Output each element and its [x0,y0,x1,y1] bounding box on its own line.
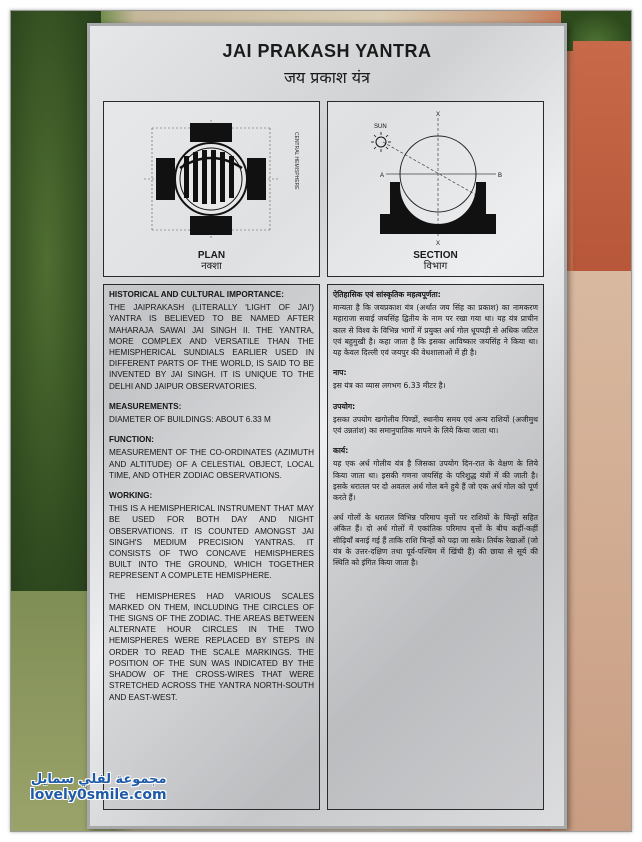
plan-diagram [104,108,319,248]
measurements-heading: MEASUREMENTS: [109,401,182,411]
measurements-text: DIAMETER OF BUILDINGS: ABOUT 6.33 M [109,415,271,425]
plan-label-hindi: नक्शा [201,261,222,272]
working-text-2: THE HEMISPHERES HAD VARIOUS SCALES MARKED ON THEM, INCLUDING THE CIRCLES OF THE SIGNS OF THE ZODIAC. THE AREAS BETWEEN ALTERNATE HOUR CIRCLES IN THE TWO HEMISPHERES WERE REPLACED BY STEPS IN ORDER TO READ THE SCALE MARKINGS. THE POSITION OF THE SUN WAS INDICATED BY THE SHADOW OF THE CROSS-WIRES THAT WERE STRETCHED ACROSS THE YANTRA NORTH-SOUTH AND EAST-WEST. [109,591,314,702]
importance-text-hindi: मान्यता है कि जयप्रकाश यंत्र (अर्थात जय सिंह का प्रकाश) का नामकरण महाराजा सवाई जयसिंह द्वितीय के नाम पर रखा गया था। यह यंत्र प्राचीन काल से विश्व के विभिन्न भागों में प्रयुक्त अर्ध गोल धूपघड़ी से अधिक जटिल एवं बहुमुखी है। कहा जाता है कि इसका आविष्कार जयसिंह ने किया था। यह केवल दिल्ली एवं जयपुर की वेधशालाओं में ही है। [333,303,538,358]
function-text: MEASUREMENT OF THE CO-ORDINATES (AZIMUTH AND ALTITUDE) OF A CELESTIAL OBJECT, LOCAL TIME, AND OTHER ZODIAC OBSERVATIONS. [109,448,314,480]
section-top-label: X [436,112,441,118]
plaque-title: JAI PRAKASH YANTRA [222,41,432,61]
importance-text: THE JAIPRAKASH (LITERALLY 'LIGHT OF JAI') YANTRA IS BELIEVED TO BE NAMED AFTER MAHARAJA SAWAI JAI SINGH II. THE YANTRA, MORE COMPLEX AND VERSATILE THAN THE HEMISPHERICAL SUNDIALS EARLIER USED IN DIFFERENT PARTS OF THE WORLD, IS SAID TO BE INVENTED BY JAI SINGH. IT IS UNIQUE TO THE DELHI AND JAIPUR OBSERVATORIES. [109,303,314,391]
function-heading: FUNCTION: [109,435,155,445]
english-text-panel [103,284,320,810]
working-heading-hindi: कार्य: [333,446,349,456]
section-bottom-label: X [436,241,441,246]
plan-panel [103,101,320,277]
hindi-text-panel [327,284,544,810]
section-left-label: A [380,173,385,179]
function-heading-hindi: उपयोग: [333,401,356,411]
importance-heading: HISTORICAL AND CULTURAL IMPORTANCE: [109,290,284,299]
plan-label: PLAN [197,250,226,261]
importance-heading-hindi: ऐतिहासिक एवं सांस्कृतिक महत्वपूर्णता: [333,290,441,299]
working-text-hindi: यह एक अर्ध गोलीय यंत्र है जिसका उपयोग दिन-रात के वेक्षण के लिये किया जाता था। इसकी गणना जयसिंह के परिशुद्ध यंत्रों में की जाती है। इसके धरातल पर दो अवतल अर्ध गोल बने हुये हैं जो एक अर्ध गोल को पूर्ण करते हैं। [333,459,538,503]
working-text: THIS IS A HEMISPHERICAL INSTRUMENT THAT MAY BE USED FOR BOTH DAY AND NIGHT OBSERVATIONS. IT IS COUNTED AMONGST JAI SINGH'S MEDIUM PRECISION YANTRAS. IT CONSISTS OF TWO CONCAVE HEMISPHERES BUILT INTO THE GROUND, WHICH TOGETHER REPRESENT A COMPLETE HEMISPHERE. [109,504,314,581]
watermark-arabic: مجموعة لفلي سمايل [30,772,167,787]
section-diagram [328,106,543,246]
red-wall [573,41,631,291]
info-plaque [87,23,567,829]
function-text-hindi: इसका उपयोग खगोलीय पिण्डों, स्थानीय समय एवं अन्य राशियों (अजीमुथ एवं उन्नतांश) का समानुपातिक मापने के लिये किया जाता था। [333,414,538,436]
measurements-heading-hindi: नाप: [333,368,347,378]
watermark-url: lovely0smile.com [30,787,167,803]
measurements-text-hindi: इस यंत्र का व्यास लगभग 6.33 मीटर है। [333,381,446,391]
section-panel [327,101,544,277]
watermark [30,772,167,803]
section-label: SECTION [413,250,458,261]
plaque-title-hindi: जय प्रकाश यंत्र [284,68,370,87]
plan-side-label: CENTRAL HEMISPHERE [293,132,299,190]
working-heading: WORKING: [109,491,153,501]
section-right-label: B [498,173,503,179]
section-label-hindi: विभाग [423,261,448,272]
working-text-2-hindi: अर्ध गोलों के धरातल विभिन्न परिमाप वृत्तों पर राशियों के चिन्हों सहित अंकित हैं। दो अर्ध गोलों में एकांतिक परिमाप वृत्तों के बीच कहीं-कहीं सीढ़ियाँ बनाई गई हैं ताकि राशि चिन्हों को पढ़ा जा सके। तिर्यक रेखाओं (जो यंत्र के उत्तर-दक्षिण तथा पूर्व-पश्चिम में खिंची हैं) की छाया से सूर्य की स्थिति को इंगित किया जाता है। [333,513,538,568]
photo-frame [10,10,632,832]
section-sun-label: SUN [374,124,387,130]
